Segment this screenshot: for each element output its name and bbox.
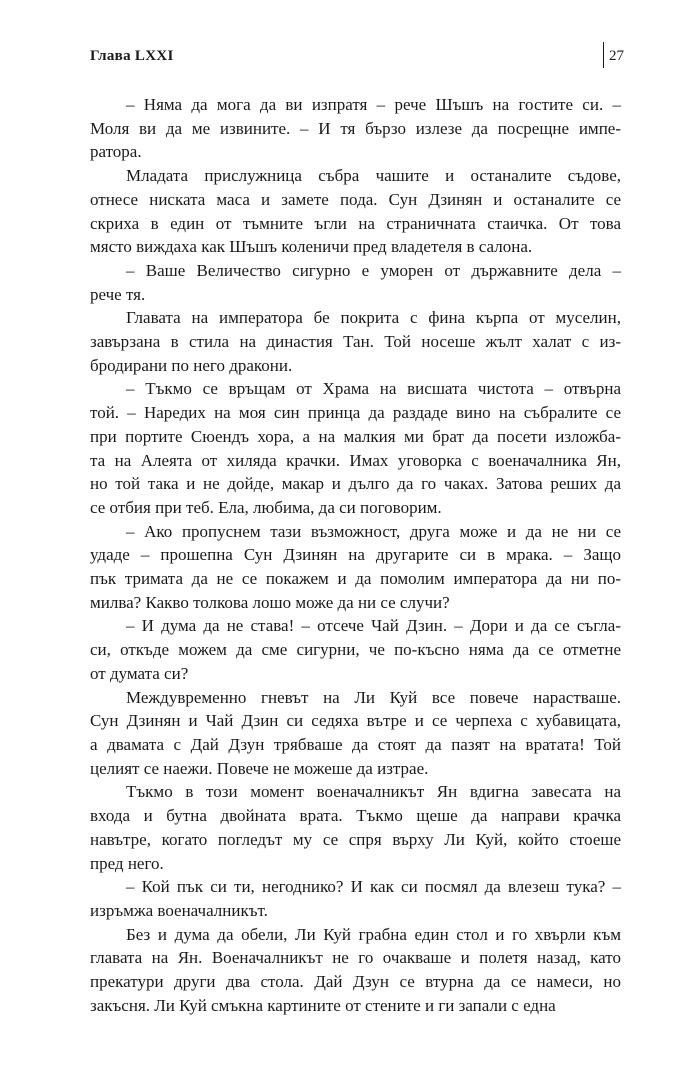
text-line: той. – Наредих на моя син принца да раздаде вино на събралите се [90,403,621,423]
text-line: – Няма да мога да ви изпратя – рече Шъшъ на гостите си. – [126,95,621,114]
text-line: ратора. [90,142,142,162]
text-line: главата на Ян. Военачалникът не го очакваше и полетя назад, като [90,948,621,968]
text-line: удаде – прошепна Сун Дзинян на другарите си в мрака. – Защо [90,545,621,565]
text-line: та на Алеята от хиляда крачки. Имах уговорка с военачалника Ян, [90,450,621,470]
header-divider [603,42,604,68]
text-line: но той така и не дойде, макар и дълго да го чаках. Затова реших да [90,474,621,494]
text-line: закъсня. Ли Куй смъкна картините от стените и ги запали с една [90,995,556,1015]
text-line: милва? Какво толкова лошо може да ни се случи? [90,592,450,612]
text-line: скриха в един от тъмните ъгли на страничната стаичка. От това [90,213,621,233]
text-line: – Ако пропуснем тази възможност, друга може и да не ни се [126,521,621,541]
paragraph [90,780,621,875]
text-line: от думата си? [90,663,189,683]
text-line: целият се наежи. Повече не можеше да изтрае. [90,758,429,778]
text-line: място виждаха как Шъшъ коленичи пред владетеля в салона. [90,237,533,257]
paragraph [90,93,621,164]
paragraph [90,614,621,685]
text-line: завързана в стила на династия Тан. Той носеше жълт халат с из- [90,332,621,352]
text-line: навътре, когато погледът му се спря върху Ли Куй, който стоеше [90,829,621,849]
paragraph [90,923,621,1018]
text-line: Главата на императора бе покрита с фина кърпа от муселин, [126,308,621,328]
paragraph [90,377,621,519]
paragraph [90,306,621,377]
text-line: си, откъде можем да сме сигурни, че по-късно няма да се отметне [90,640,621,660]
text-line: – Ваше Величество сигурно е уморен от държавните дела – [126,260,621,280]
text-line: – Тъкмо се връщам от Храма на висшата чистота – отвърна [126,379,621,399]
text-line: а двамата с Дай Дзун трябваше да стоят да пазят на вратата! Той [90,734,621,754]
text-line: пък тримата да не се покажем и да помолим императора да ни по- [90,569,621,589]
text-line: Младата прислужница събра чашите и останалите съдове, [126,166,621,186]
body-text [90,93,621,1017]
paragraph [90,875,621,922]
text-line: – Кой пък си ти, негоднико? И как си посмял да влезеш тука? – [126,877,621,897]
text-line: Междувременно гневът на Ли Куй все повече нарастваше. [126,687,621,707]
paragraph [90,520,621,615]
text-line: отнесе ниската маса и замете пода. Сун Дзинян и останалите се [90,189,621,209]
text-line: се отбия при теб. Ела, любима, да си поговорим. [90,497,442,517]
text-line: изръмжа военачалникът. [90,900,268,920]
text-line: Сун Дзинян и Чай Дзин си седяха вътре и се черпеха с хубавицата, [90,711,621,731]
text-line: при портите Сюендъ хора, а на малкия ми брат да посети изложба- [90,426,621,446]
page-number: 27 [609,48,624,64]
text-line: прекатури други два стола. Дай Дзун се втурна да се намеси, но [90,972,621,992]
paragraph [90,259,621,306]
text-line: рече тя. [90,284,146,304]
text-line: Без и дума да обели, Ли Куй грабна един стол и го хвърли към [126,924,621,944]
paragraph [90,686,621,781]
paragraph [90,164,621,259]
text-line: бродирани по него дракони. [90,355,293,375]
text-line: входа и бутна двойната врата. Тъкмо щеше да направи крачка [90,806,621,826]
text-line: пред него. [90,853,164,873]
running-header [90,38,624,72]
text-line: Моля ви да ме извините. – И тя бързо излезе да посрещне импе- [90,118,621,138]
chapter-title: Глава LXXI [90,48,174,64]
text-line: Тъкмо в този момент военачалникът Ян вдигна завесата на [126,782,621,802]
text-line: – И дума да не става! – отсече Чай Дзин. – Дори и да се съгла- [126,616,621,636]
